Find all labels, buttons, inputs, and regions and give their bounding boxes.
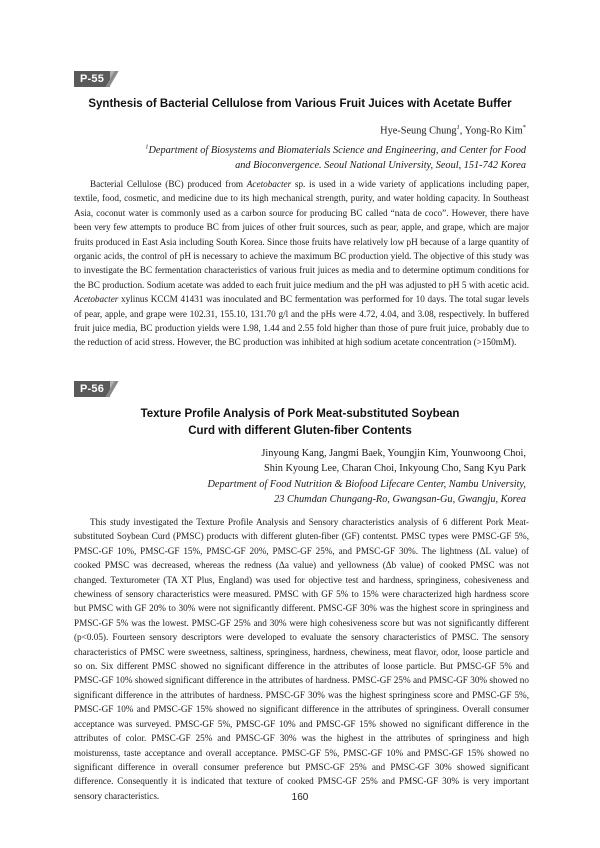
affiliation-line: and Bioconvergence. Seoul National University, Seoul, 151-742 Korea bbox=[235, 160, 526, 172]
author-superscript: 1 bbox=[456, 124, 460, 131]
author-name: , Yong-Ro Kim bbox=[459, 125, 523, 137]
abstract-p55 bbox=[74, 177, 529, 350]
abstract-text: xylinus KCCM 41431 was inoculated and BC fermentation was performed for 10 days. The total sugar levels of pear, apple, and grape were 102.31, 155.10, 131.70 g/l and the pHs were 4.72, 4.04, and 3.08, respectively. In buffered fruit juice media, BC production yields were 1.98, 1.44 and 2.55 fold higher than those of pure fruit juice, probably due to the reduction of acid stress. However, the BC production was inhibited at high sodium acetate concentration (>150mM). bbox=[74, 294, 529, 348]
affiliation-p56 bbox=[106, 477, 526, 507]
page-number: 160 bbox=[291, 792, 309, 803]
abstract-text: Bacterial Cellulose (BC) produced from bbox=[90, 179, 247, 189]
badge-label: P-56 bbox=[80, 383, 105, 395]
author-name: Hye-Seung Chung bbox=[380, 125, 457, 137]
title-line: Texture Profile Analysis of Pork Meat-substituted Soybean bbox=[140, 408, 460, 420]
abstract-italic: Acetobacter bbox=[74, 294, 119, 305]
author-line: Shin Kyoung Lee, Charan Choi, Inkyoung Cho, Sang Kyu Park bbox=[264, 463, 526, 474]
author-line: Jinyoung Kang, Jangmi Baek, Youngjin Kim, Younwoong Choi, bbox=[261, 448, 526, 459]
authors-p55 bbox=[106, 120, 526, 138]
abstract-p56: This study investigated the Texture Profile Analysis and Sensory characteristics analysis of 6 different Pork Meat-substituted Soybean Curd (PMSC) products with different gluten-fiber (GF) contentst. PMSC types were PMSC-GF 5%, PMSC-GF 10%, PMSC-GF 15%, PMSC-GF 20%, PMSC-GF 25%, and PMSC-GF 30%. The lightness (ΔL value) of cooked PMSC was decreased, whereas the redness (Δa value) and yellowness (Δb value) of cooked PMSC was not changed. Texturometer (TA XT Plus, England) was used for objective test and hardness, springiness, cohesiveness and chewiness of sensory characteristics were measured. PMSC with GF 5% to 15% were characterized high hardness score but PMSC with GF 20% to 30% were not significantly different. PMSC-GF 30% was the highest score in springiness and PMSC-GF 5% was the lowest. PMSC-GF 25% and 30% were high cohesiveness score but was not significantly different (p<0.05). Fourteen sensory descriptors were developed to evaluate the sensory characteristics of PMSC. The sensory characteristics of PMSC were sweetness, saltiness, springiness, hardness, chewiness, meat flavor, odor, loose particle and so on. Six different PMSC showed no significant difference in the attributes of loose particle. But PMSC-GF 5% and PMSC-GF 10% showed significant difference in the attributes of hardness. PMSC-GF 25% and PMSC-GF 30% showed no significant difference in the attributes of hardness. PMSC-GF 30% was the highest springiness score and PMSC-GF 5%, PMSC-GF 10% and PMSC-GF 15% showed no significant difference in the attributes of springiness. Overall consumer acceptance was surveyed. PMSC-GF 5%, PMSC-GF 10% and PMSC-GF 15% showed no significant difference in the attributes of color. PMSC-GF 25% and PMSC-GF 30% was the highest in the attributes of springiness and high moisturenss, taste acceptance and overall acceptance. PMSC-GF 5%, PMSC-GF 10% and PMSC-GF 15% showed no significant difference in overall consumer preference but PMSC-GF 25% and PMSC-GF 30% showed significant difference. Consequently it is indicated that texture of cooked PMSC-GF 25% and PMSC-GF 30% is very important sensory characteristics. bbox=[74, 517, 529, 801]
title-line: Synthesis of Bacterial Cellulose from Various Fruit Juices with Acetate Buffer bbox=[88, 98, 512, 110]
title-line: Curd with different Gluten-fiber Contents bbox=[188, 425, 412, 437]
author-superscript: * bbox=[522, 124, 526, 131]
paper-title-p56 bbox=[60, 406, 540, 440]
abstract-italic: Acetobacter bbox=[246, 179, 292, 189]
paper-badge-p56 bbox=[74, 381, 118, 397]
affiliation-line: 23 Chumdan Chungang-Ro, Gwangsan-Gu, Gwangju, Korea bbox=[274, 494, 526, 505]
affiliation-line: Department of Food Nutrition & Biofood Lifecare Center, Nambu University, bbox=[207, 479, 526, 490]
badge-label: P-55 bbox=[80, 73, 105, 85]
paper-title-p55 bbox=[60, 96, 540, 113]
paper-badge-p55 bbox=[74, 71, 118, 87]
abstract-text: sp. is used in a wide variety of applications including paper, textile, food, cosmetic, and medicine due to its high mechanical strength, purity, and water holding capacity. In Southeast Asia, coconut water is commonly used as a carbon source for producing BC called “nata de coco”. However, there have been very few attempts to produce BC from juices of other fruit sources, such as pear, apple, and grape, which are major fruits produced in East Asia including South Korea. Since those fruits have relatively low pH because of a large quantity of organic acids, the control of pH is necessary to achieve the maximum BC production yield. The objective of this study was to investigate the BC fermentation characteristics of various fruit juices as media and to determine optimum conditions for the BC production. Sodium acetate was added to each fruit juice medium and the pH was adjusted to pH 5 with acetic acid. bbox=[74, 179, 530, 290]
affiliation-line: $^1$Department of Biosystems and Biomaterials Science and Engineering, and Center for Food bbox=[145, 144, 526, 157]
affiliation-p55 bbox=[106, 140, 526, 173]
authors-p56 bbox=[106, 446, 526, 476]
